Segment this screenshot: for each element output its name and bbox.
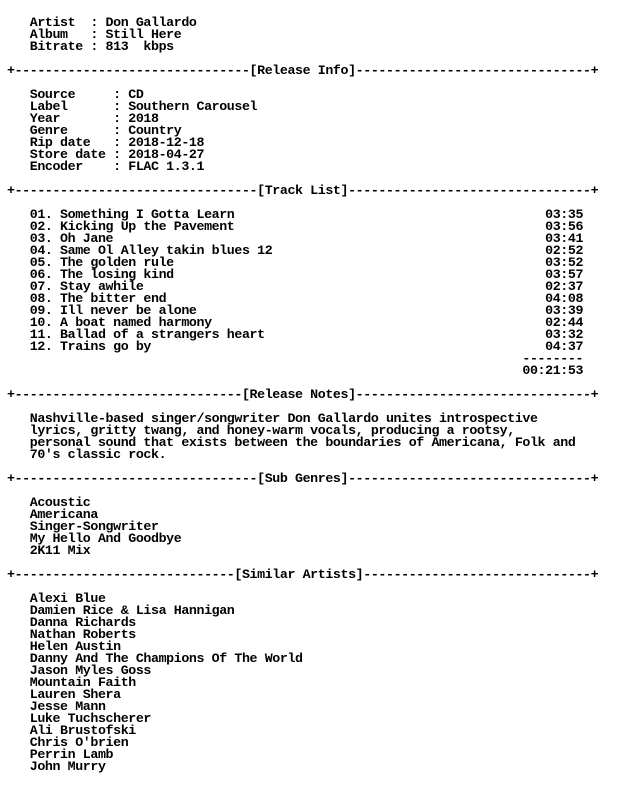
album-line: Album : Still Here	[7, 27, 182, 42]
total-separator: --------	[7, 351, 584, 366]
release-info-field: Source : CD	[7, 87, 144, 102]
track-row: 02. Kicking Up the Pavement 03:56	[7, 219, 584, 234]
similar-artist-item: Nathan Roberts	[7, 627, 136, 642]
similar-artist-item: Lauren Shera	[7, 687, 121, 702]
similar-artist-item: John Murry	[7, 759, 106, 774]
sub-genres-divider: +--------------------------------[Sub Genres]--------------------------------+	[7, 471, 599, 486]
similar-artist-item: Luke Tuchscherer	[7, 711, 152, 726]
similar-artist-item: Helen Austin	[7, 639, 121, 654]
release-info-field: Rip date : 2018-12-18	[7, 135, 205, 150]
track-row: 05. The golden rule 03:52	[7, 255, 584, 270]
release-info-field: Genre : Country	[7, 123, 182, 138]
sub-genre-item: Acoustic	[7, 495, 91, 510]
total-duration: 00:21:53	[7, 363, 584, 378]
similar-artist-item: Jason Myles Goss	[7, 663, 152, 678]
track-row: 07. Stay awhile 02:37	[7, 279, 584, 294]
release-info-divider: +-------------------------------[Release Info]-------------------------------+	[7, 63, 599, 78]
track-row: 09. Ill never be alone 03:39	[7, 303, 584, 318]
track-row: 04. Same Ol Alley takin blues 12 02:52	[7, 243, 584, 258]
similar-artist-item: Ali Brustofski	[7, 723, 136, 738]
section-title: Sub Genres	[264, 471, 341, 486]
section-title: Track List	[264, 183, 341, 198]
release-info-field: Encoder : FLAC 1.3.1	[7, 159, 205, 174]
similar-artist-item: Perrin Lamb	[7, 747, 114, 762]
similar-artist-item: Jesse Mann	[7, 699, 106, 714]
similar-artists-divider: +-----------------------------[Similar Artists]------------------------------+	[7, 567, 599, 582]
artist-line: Artist : Don Gallardo	[7, 15, 197, 30]
track-list-divider: +--------------------------------[Track List]--------------------------------+	[7, 183, 599, 198]
section-title: Release Info	[257, 63, 349, 78]
track-row: 01. Something I Gotta Learn 03:35	[7, 207, 584, 222]
section-title: Release Notes	[249, 387, 349, 402]
release-notes-line: 70's classic rock.	[7, 447, 167, 462]
blank-line	[7, 485, 598, 497]
track-row: 03. Oh Jane 03:41	[7, 231, 584, 246]
sub-genre-item: Americana	[7, 507, 98, 522]
similar-artist-item: Danna Richards	[7, 615, 136, 630]
release-info-field: Store date : 2018-04-27	[7, 147, 205, 162]
nfo-document	[7, 17, 598, 773]
track-row: 08. The bitter end 04:08	[7, 291, 584, 306]
release-notes-divider: +------------------------------[Release Notes]-------------------------------+	[7, 387, 599, 402]
track-row: 12. Trains go by 04:37	[7, 339, 584, 354]
release-info-field: Label : Southern Carousel	[7, 99, 258, 114]
release-notes-line: personal sound that exists between the boundaries of Americana, Folk and	[7, 435, 576, 450]
similar-artist-item: Mountain Faith	[7, 675, 136, 690]
track-row: 10. A boat named harmony 02:44	[7, 315, 584, 330]
similar-artist-item: Damien Rice & Lisa Hannigan	[7, 603, 235, 618]
release-notes-line: lyrics, gritty twang, and honey-warm vocals, producing a rootsy,	[7, 423, 515, 438]
track-row: 06. The losing kind 03:57	[7, 267, 584, 282]
similar-artist-item: Danny And The Champions Of The World	[7, 651, 303, 666]
section-title: Similar Artists	[241, 567, 356, 582]
release-info-field: Year : 2018	[7, 111, 159, 126]
sub-genre-item: 2K11 Mix	[7, 543, 91, 558]
release-notes-line: Nashville-based singer/songwriter Don Gallardo unites introspective	[7, 411, 538, 426]
track-row: 11. Ballad of a strangers heart 03:32	[7, 327, 584, 342]
similar-artist-item: Alexi Blue	[7, 591, 106, 606]
sub-genre-item: My Hello And Goodbye	[7, 531, 182, 546]
sub-genre-item: Singer-Songwriter	[7, 519, 159, 534]
bitrate-line: Bitrate : 813 kbps	[7, 39, 174, 54]
similar-artist-item: Chris O'brien	[7, 735, 129, 750]
